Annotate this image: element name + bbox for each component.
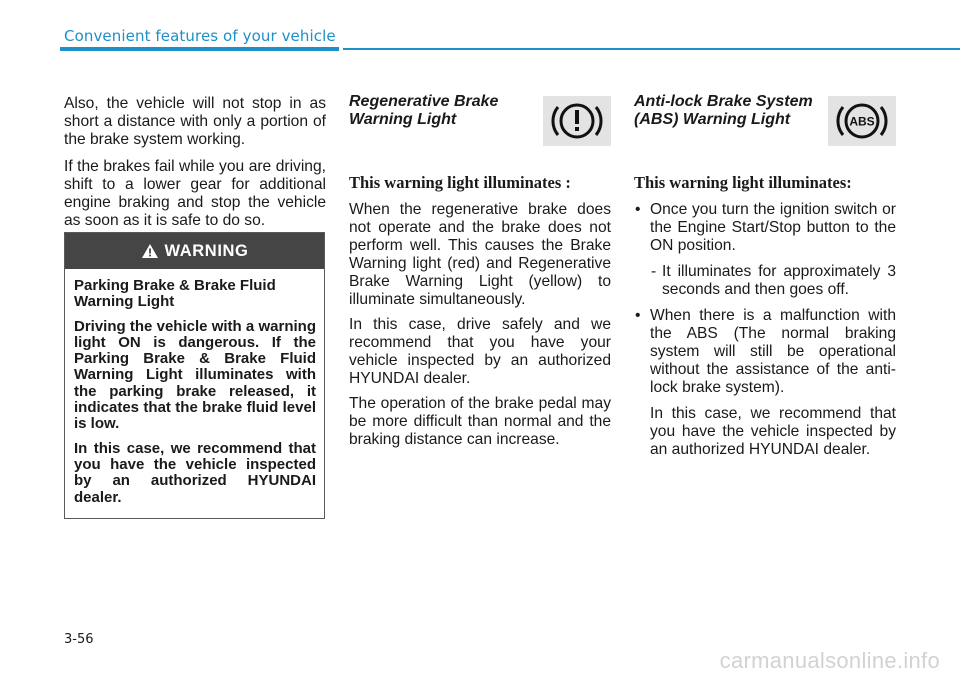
regen-section-head	[349, 93, 611, 151]
section-header-title: Convenient features of your vehicle	[64, 27, 336, 45]
warning-paragraph: Driving the vehicle with a warning light ON is dangerous. If the Parking Brake & Brake Fluid Warning Light illuminates with the parking brake released, it indicates that the brake fluid level is low.	[74, 317, 316, 433]
abs-section-head	[634, 93, 896, 151]
abs-icon-text: ABS	[849, 114, 875, 129]
warning-triangle-icon	[141, 243, 159, 259]
warning-paragraph: In this case, we recommend that you have the vehicle inspected by an authorized HYUNDAI dealer.	[74, 439, 316, 506]
column-left	[64, 95, 326, 239]
regen-title: Regenerative Brake Warning Light	[349, 93, 499, 128]
paragraph: In this case, drive safely and we recommend that you have your vehicle inspected by an authorized HYUNDAI dealer.	[349, 316, 611, 387]
abs-title: Anti-lock Brake System (ABS) Warning Light	[634, 93, 813, 128]
list-continuation: In this case, we recommend that you have the vehicle inspected by an authorized HYUNDAI dealer.	[650, 405, 896, 458]
warning-body	[65, 269, 324, 506]
regen-icon-box	[543, 96, 611, 146]
regen-subheading: This warning light illuminates :	[349, 173, 571, 192]
page-number: 3-56	[64, 632, 94, 647]
abs-warning-icon	[834, 99, 890, 143]
header-rule-thin	[343, 48, 960, 50]
abs-icon-box	[828, 96, 896, 146]
watermark: carmanualsonline.info	[719, 648, 940, 673]
paragraph: Also, the vehicle will not stop in as short a distance with only a portion of the brake system working.	[64, 95, 326, 148]
abs-subheading: This warning light illuminates:	[634, 173, 852, 192]
paragraph: If the brakes fail while you are driving, shift to a lower gear for additional engine braking and stop the vehicle as soon as it is safe to do so.	[64, 158, 326, 229]
warning-label: WARNING	[164, 241, 249, 260]
exclamation-warning-icon	[549, 99, 605, 143]
list-item: • Once you turn the ignition switch or the Engine Start/Stop button to the ON position.	[634, 201, 896, 255]
column-middle	[349, 93, 611, 456]
warning-header	[65, 233, 324, 269]
warning-heading: Parking Brake & Brake Fluid Warning Light	[74, 277, 276, 311]
warning-box	[64, 232, 325, 519]
column-right	[634, 93, 896, 467]
paragraph: The operation of the brake pedal may be more difficult than normal and the braking distance can increase.	[349, 395, 611, 448]
list-item: • When there is a malfunction with the ABS (The normal braking system will still be operational without the assistance of the anti-lock brake system).	[634, 307, 896, 397]
sub-list-item: - It illuminates for approximately 3 seconds and then goes off.	[634, 263, 896, 299]
paragraph: When the regenerative brake does not operate and the brake does not perform well. This causes the Brake Warning light (red) and Regenerative Brake Warning Light (yellow) to illuminate simultaneously.	[349, 201, 611, 308]
header-rule-thick	[60, 47, 339, 51]
